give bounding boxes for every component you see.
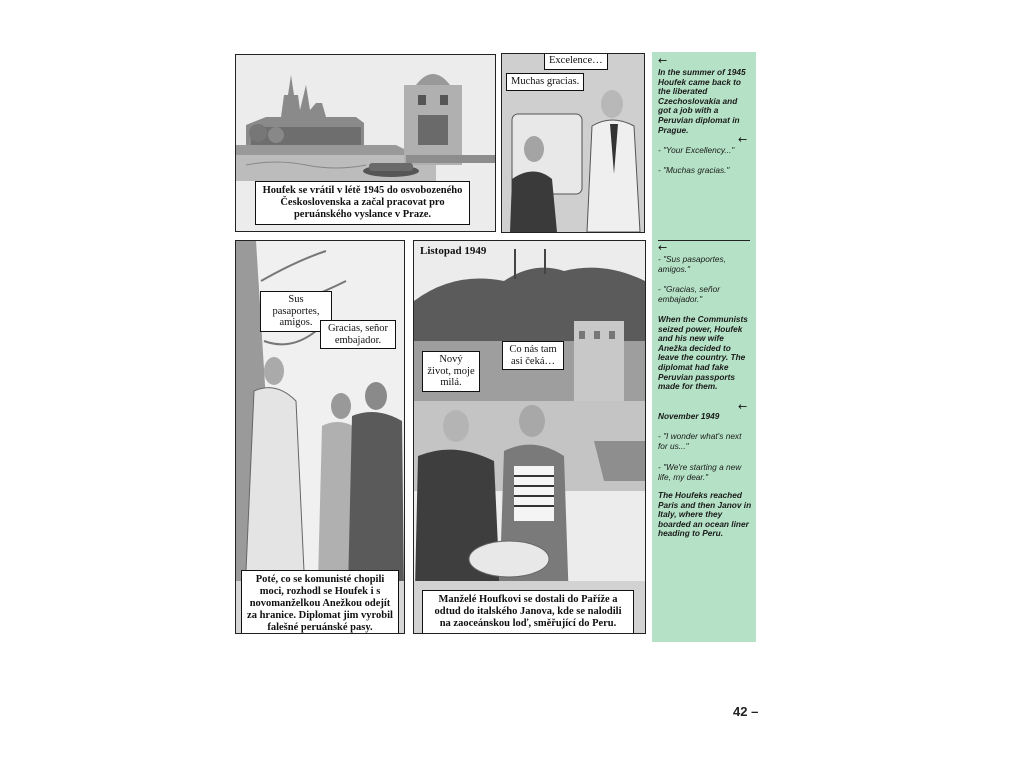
sidebar-block-communists: When the Communists seized power, Houfek and his new wife Anežka decided to leave the country. The diplomat had fake Peruvian passports made for them. [658, 314, 748, 392]
bubble-co-nas-ceka: Co nás tam asi čeká… [502, 341, 564, 370]
bubble-novy-zivot: Nový život, moje milá. [422, 351, 480, 392]
couple-departure-illustration [414, 241, 645, 633]
sidebar-block-november: November 1949 [658, 411, 720, 421]
bubble-gracias-embajador: Gracias, señor embajador. [320, 320, 396, 349]
sidebar-quote-whats-next: - "I wonder what's next for us..." [658, 431, 742, 451]
comic-panel-november-1949 [413, 240, 646, 634]
arrow-left-icon: ← [738, 133, 748, 146]
sidebar-quote-excellency: - "Your Excellency..." [658, 145, 735, 155]
bubble-muchas-gracias: Muchas gracias. [506, 73, 584, 91]
sidebar-quote-new-life: - "We're starting a new life, my dear." [658, 462, 742, 482]
comic-panel-excellency [501, 53, 645, 233]
caption-paris-janov: Manželé Houfkovi se dostali do Paříže a odtud do italského Janova, kde se nalodili na zaoceánskou loď, směřující do Peru. [422, 590, 634, 634]
sidebar-quote-muchas: - "Muchas gracias." [658, 165, 730, 175]
sidebar-quote-pasaportes: - "Sus pasaportes, amigos." [658, 254, 726, 274]
sidebar-block-houfeks: The Houfeks reached Paris and then Janov in Italy, where they boarded an ocean liner heading to Peru. [658, 490, 752, 539]
bubble-sus-pasaportes: Sus pasaportes, amigos. [260, 291, 332, 332]
sidebar-quote-gracias: - "Gracias, señor embajador." [658, 284, 720, 304]
comic-panel-passports [235, 240, 405, 634]
arrow-left-icon: ← [658, 54, 668, 67]
sidebar-block-summer-1945: In the summer of 1945 Houfek came back to the liberated Czechoslovakia and got a job with a Peruvian diplomat in Prague. [658, 67, 746, 135]
caption-communists: Poté, co se komunisté chopili moci, rozhodl se Houfek i s novomanželkou Anežkou odejít za hranice. Diplomat jim vyrobil falešné peruánské pasy. [241, 570, 399, 634]
caption-return-1945: Houfek se vrátil v létě 1945 do osvobozeného Československa a začal pracovat pro peruánského vyslance v Praze. [255, 181, 470, 225]
page-number: 42 – [733, 704, 759, 719]
arrow-left-icon: ← [738, 400, 748, 413]
comic-panel-prague [235, 54, 496, 232]
bubble-excellence: Excelence… [544, 53, 608, 70]
sidebar-divider [658, 240, 750, 241]
date-label-listopad: Listopad 1949 [420, 245, 487, 257]
arrow-left-icon: ← [658, 241, 668, 254]
